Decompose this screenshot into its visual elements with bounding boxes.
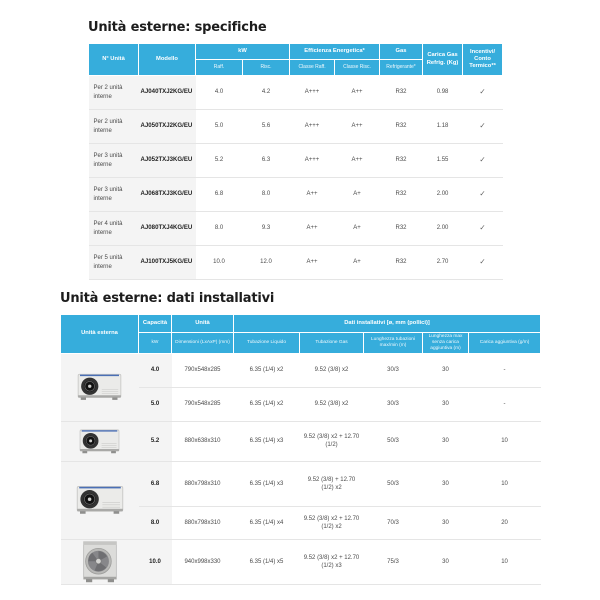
specs-subheader-refrigerant: Refrigerante* [380,60,423,76]
install-row [61,539,541,584]
install-cell-dimensions: 880x638x310 [172,421,234,461]
spec-cell-kw-cool: 10.0 [196,246,243,280]
spec-cell-units: Per 2 unità interne [89,76,139,110]
specs-section [88,20,502,280]
install-table-header [61,315,541,354]
specs-subheader-kw-cool: Raff. [196,60,243,76]
spec-cell-units: Per 3 unità interne [89,144,139,178]
spec-cell-class-heat: A+ [335,246,380,280]
spec-cell-kw-cool: 8.0 [196,212,243,246]
specs-header-model: Modello [139,44,196,76]
install-cell-length-nocharge: 30 [423,353,469,387]
install-cell-length-nocharge: 30 [423,421,469,461]
spec-cell-kw-heat: 4.2 [243,76,290,110]
spec-cell-charge: 0.98 [423,76,463,110]
outdoor-unit-side-fan-icon [76,483,124,517]
outdoor-unit-side-fan-icon [79,427,120,456]
spec-cell-kw-heat: 12.0 [243,246,290,280]
install-cell-gas: 9.52 (3/8) x2 + 12.70 (1/2) x2 [300,506,364,539]
spec-cell-gas: R32 [380,110,423,144]
outdoor-unit-photo [61,539,139,584]
install-cell-capacity: 5.2 [139,421,172,461]
install-header-data: Dati installativi [ø, mm (pollici)] [234,315,541,333]
install-cell-capacity: 8.0 [139,506,172,539]
install-subheader-extra-charge: Carica aggiuntiva (g/m) [469,333,541,354]
check-icon: ✓ [463,76,503,110]
install-cell-liquid: 6.35 (1/4) x2 [234,353,300,387]
spec-cell-units: Per 5 unità interne [89,246,139,280]
spec-cell-class-cool: A++ [290,178,335,212]
specs-subheader-kw-heat: Risc. [243,60,290,76]
spec-cell-charge: 1.55 [423,144,463,178]
specs-subheader-class-cool: Classe Raff. [290,60,335,76]
install-cell-dimensions: 940x998x330 [172,539,234,584]
spec-cell-charge: 1.18 [423,110,463,144]
spec-cell-kw-heat: 5.6 [243,110,290,144]
install-header-capacity: Capacità [139,315,172,333]
install-subheader-liquid: Tubazione Liquido [234,333,300,354]
install-cell-capacity: 5.0 [139,387,172,421]
spec-cell-class-cool: A++ [290,212,335,246]
install-subheader-gas: Tubazione Gas [300,333,364,354]
install-header-row-groups [61,315,541,333]
install-cell-liquid: 6.35 (1/4) x5 [234,539,300,584]
specs-header-incentive: Incentivi/ Conto Termico** [463,44,503,76]
install-cell-gas: 9.52 (3/8) x2 + 12.70 (1/2) x3 [300,539,364,584]
spec-cell-class-heat: A++ [335,144,380,178]
outdoor-unit-front-fan-icon [82,541,118,583]
install-cell-length-nocharge: 30 [423,461,469,506]
spec-cell-model: AJ050TXJ2KG/EU [139,110,196,144]
spec-cell-gas: R32 [380,246,423,280]
install-cell-gas: 9.52 (3/8) + 12.70 (1/2) x2 [300,461,364,506]
outdoor-unit-photo [61,353,139,421]
install-row [61,421,541,461]
spec-row [89,246,503,280]
spec-cell-model: AJ068TXJ3KG/EU [139,178,196,212]
spec-cell-class-cool: A+++ [290,144,335,178]
check-icon: ✓ [463,212,503,246]
specs-table-body [89,76,503,280]
install-title: Unità esterne: dati installativi [60,291,275,306]
install-cell-length-nocharge: 30 [423,539,469,584]
install-cell-length-nocharge: 30 [423,387,469,421]
install-subheader-length: Lunghezza tubazioni max/min (m) [364,333,423,354]
spec-cell-kw-cool: 6.8 [196,178,243,212]
install-cell-length: 75/3 [364,539,423,584]
spec-cell-units: Per 4 unità interne [89,212,139,246]
specs-header-charge: Carica Gas Refrig. (Kg) [423,44,463,76]
spec-cell-kw-cool: 5.2 [196,144,243,178]
outdoor-unit-photo [61,461,139,539]
spec-cell-model: AJ052TXJ3KG/EU [139,144,196,178]
spec-cell-charge: 2.00 [423,178,463,212]
spec-row [89,212,503,246]
specs-table-header [89,44,503,76]
install-header-unit: Unità esterna [61,315,139,354]
install-header-unitgrp: Unità [172,315,234,333]
spec-row [89,178,503,212]
spec-cell-class-heat: A++ [335,110,380,144]
install-cell-extra-charge: - [469,353,541,387]
install-cell-dimensions: 790x548x285 [172,387,234,421]
install-cell-length: 50/3 [364,461,423,506]
specs-table [88,43,503,280]
install-subheader-length-nocharge: Lunghezza max senza carica aggiuntiva (m) [423,333,469,354]
install-cell-capacity: 4.0 [139,353,172,387]
spec-cell-units: Per 2 unità interne [89,110,139,144]
spec-cell-gas: R32 [380,178,423,212]
spec-cell-kw-cool: 4.0 [196,76,243,110]
spec-cell-gas: R32 [380,76,423,110]
install-row [61,353,541,387]
check-icon: ✓ [463,110,503,144]
specs-header-gas: Gas [380,44,423,60]
specs-subheader-class-heat: Classe Risc. [335,60,380,76]
spec-row [89,144,503,178]
install-cell-gas: 9.52 (3/8) x2 [300,353,364,387]
spec-cell-charge: 2.70 [423,246,463,280]
install-table-body [61,353,541,584]
install-cell-gas: 9.52 (3/8) x2 + 12.70 (1/2) [300,421,364,461]
specs-title: Unità esterne: specifiche [88,20,267,35]
spec-cell-kw-heat: 8.0 [243,178,290,212]
spec-cell-kw-cool: 5.0 [196,110,243,144]
specs-header-kw: kW [196,44,290,60]
install-cell-extra-charge: 10 [469,539,541,584]
check-icon: ✓ [463,144,503,178]
spec-cell-class-heat: A+ [335,212,380,246]
install-cell-length: 30/3 [364,387,423,421]
outdoor-unit-side-fan-icon [77,371,122,403]
check-icon: ✓ [463,246,503,280]
specs-header-efficiency: Efficienza Energetica* [290,44,380,60]
spec-cell-gas: R32 [380,144,423,178]
install-subheader-kw: kW [139,333,172,354]
install-table [60,314,541,585]
install-cell-liquid: 6.35 (1/4) x2 [234,387,300,421]
install-cell-liquid: 6.35 (1/4) x4 [234,506,300,539]
spec-cell-class-cool: A+++ [290,76,335,110]
install-cell-dimensions: 880x798x310 [172,461,234,506]
spec-cell-class-cool: A++ [290,246,335,280]
spec-cell-units: Per 3 unità interne [89,178,139,212]
install-cell-dimensions: 880x798x310 [172,506,234,539]
spec-cell-gas: R32 [380,212,423,246]
outdoor-unit-photo [61,421,139,461]
spec-row [89,110,503,144]
spec-cell-model: AJ040TXJ2KG/EU [139,76,196,110]
install-row [61,461,541,506]
install-cell-liquid: 6.35 (1/4) x3 [234,461,300,506]
spec-cell-class-heat: A++ [335,76,380,110]
spec-cell-charge: 2.00 [423,212,463,246]
install-cell-extra-charge: 20 [469,506,541,539]
spec-cell-kw-heat: 6.3 [243,144,290,178]
specs-header-units: N° Unità [89,44,139,76]
check-icon: ✓ [463,178,503,212]
install-cell-liquid: 6.35 (1/4) x3 [234,421,300,461]
spec-cell-kw-heat: 9.3 [243,212,290,246]
specs-header-row-groups [89,44,503,60]
spec-cell-class-heat: A+ [335,178,380,212]
install-cell-length: 30/3 [364,353,423,387]
install-cell-capacity: 6.8 [139,461,172,506]
install-cell-extra-charge: 10 [469,461,541,506]
spec-row [89,76,503,110]
install-cell-capacity: 10.0 [139,539,172,584]
install-cell-length: 50/3 [364,421,423,461]
spec-cell-model: AJ080TXJ4KG/EU [139,212,196,246]
install-subheader-dimensions: Dimensioni (LxAxP) (mm) [172,333,234,354]
install-cell-gas: 9.52 (3/8) x2 [300,387,364,421]
install-cell-extra-charge: - [469,387,541,421]
install-section [60,291,540,585]
install-cell-dimensions: 790x548x285 [172,353,234,387]
install-cell-length-nocharge: 30 [423,506,469,539]
spec-cell-model: AJ100TXJ5KG/EU [139,246,196,280]
spec-cell-class-cool: A+++ [290,110,335,144]
install-cell-length: 70/3 [364,506,423,539]
install-cell-extra-charge: 10 [469,421,541,461]
